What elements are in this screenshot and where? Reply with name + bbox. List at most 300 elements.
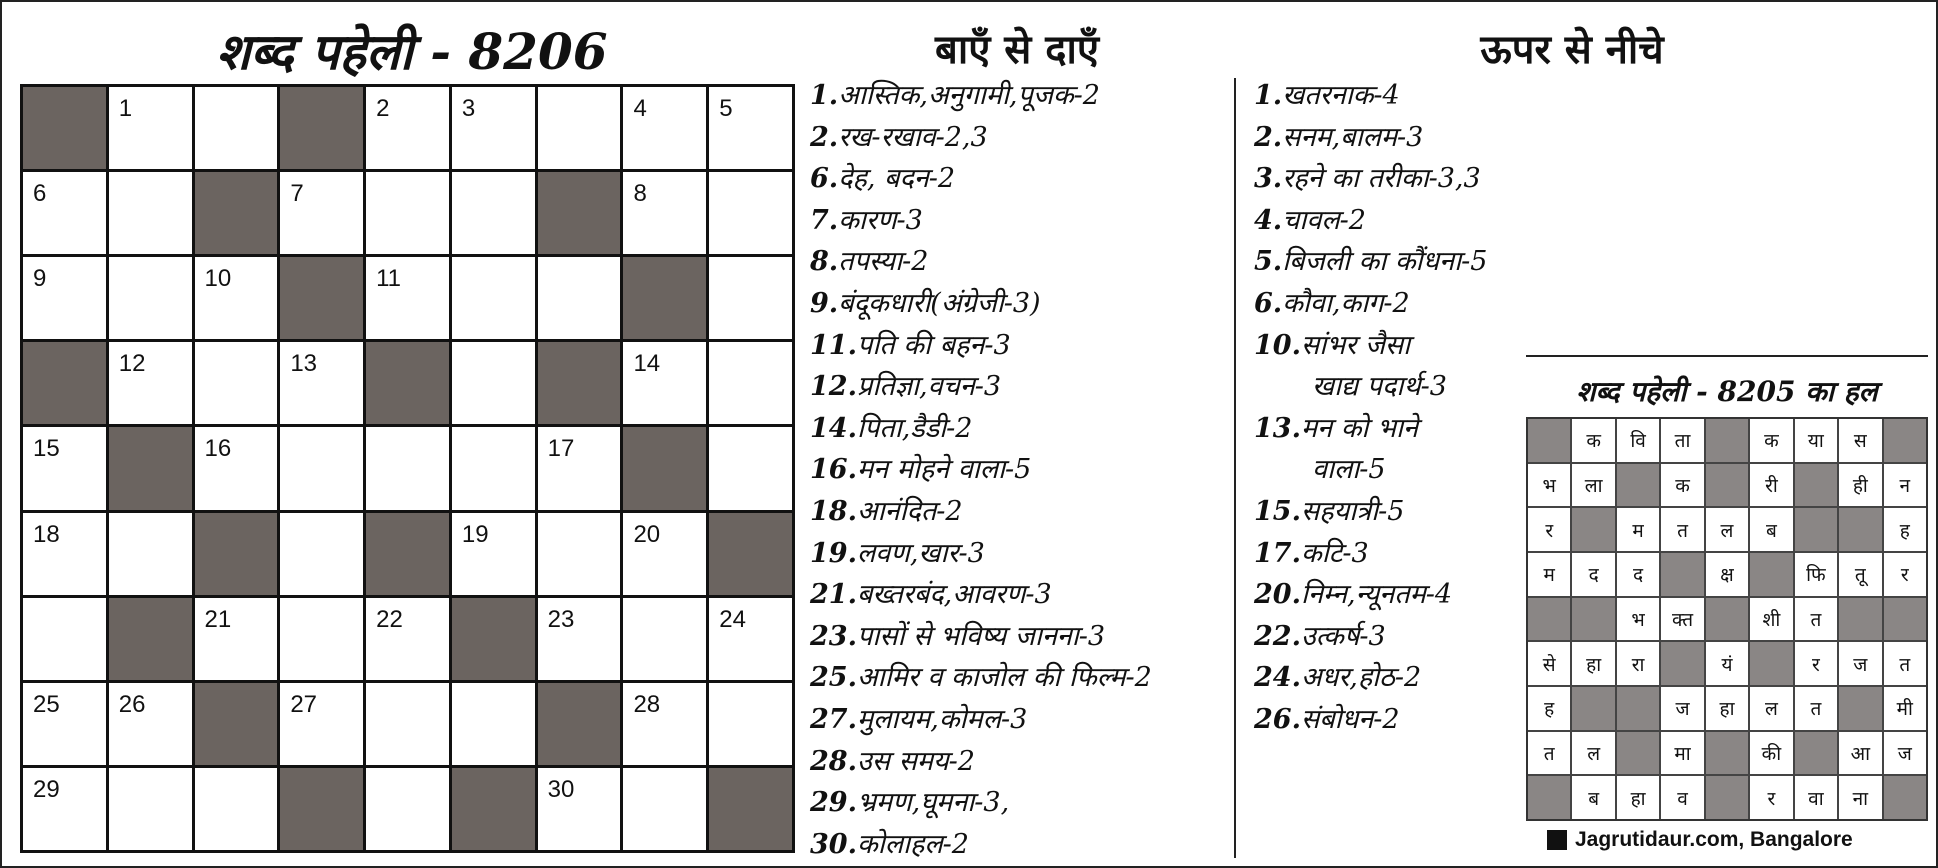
down-clue <box>1254 366 1487 408</box>
grid-cell[interactable] <box>452 87 535 169</box>
clue-number: 2 <box>376 95 390 122</box>
solution-cell: ना <box>1839 776 1881 819</box>
grid-cell-black <box>366 513 449 595</box>
grid-cell[interactable] <box>23 768 106 850</box>
clue-number: 29. <box>810 787 857 819</box>
solution-cell-black <box>1706 419 1748 462</box>
grid-cell[interactable] <box>109 683 192 765</box>
solution-cell-black <box>1706 732 1748 775</box>
solution-cell: ज <box>1884 732 1926 775</box>
clue-number: 8. <box>810 246 839 278</box>
solution-cell: ल <box>1572 732 1614 775</box>
grid-cell-black <box>109 427 192 509</box>
grid-cell[interactable] <box>709 172 792 254</box>
clue-number: 2. <box>810 121 839 153</box>
solution-cell: ज <box>1661 687 1703 730</box>
grid-cell[interactable] <box>709 257 792 339</box>
solution-cell: मा <box>1661 732 1703 775</box>
down-clue <box>1254 283 1487 325</box>
grid-cell[interactable] <box>109 768 192 850</box>
clue-number: 14 <box>633 350 661 378</box>
grid-cell[interactable] <box>195 342 278 424</box>
clue-text: कौवा,काग-2 <box>1282 287 1410 319</box>
across-clue <box>810 657 1152 699</box>
clue-number: 3 <box>461 95 476 122</box>
grid-cell-black <box>623 427 706 509</box>
clue-number: 13 <box>290 350 318 378</box>
crossword-grid <box>20 84 795 853</box>
clue-text: बिजली का कौंधना-5 <box>1282 246 1488 278</box>
grid-cell[interactable] <box>195 427 278 509</box>
solution-cell: भ <box>1528 464 1570 507</box>
grid-cell[interactable] <box>280 172 363 254</box>
clue-number: 9 <box>33 265 47 293</box>
grid-cell[interactable] <box>109 87 192 169</box>
clue-number: 26. <box>1254 703 1301 735</box>
grid-cell[interactable] <box>366 768 449 850</box>
clue-number: 17. <box>1254 537 1301 569</box>
clue-number: 4. <box>1254 204 1283 236</box>
across-clue <box>810 325 1152 367</box>
clue-number: 8 <box>633 180 647 208</box>
solution-cell: द <box>1617 553 1659 596</box>
clue-number: 26 <box>118 690 146 718</box>
solution-cell-black <box>1795 732 1837 775</box>
grid-cell[interactable] <box>709 342 792 424</box>
down-clue <box>1254 491 1487 533</box>
clue-number: 27 <box>290 690 318 718</box>
solution-cell-black <box>1572 508 1614 551</box>
solution-cell: त <box>1795 598 1837 641</box>
clue-number: 16 <box>204 435 232 463</box>
clue-number: 6. <box>1254 287 1283 319</box>
footer-text: Jagrutidaur.com, Bangalore <box>1575 828 1853 851</box>
clue-number: 17 <box>547 435 575 463</box>
grid-cell[interactable] <box>23 427 106 509</box>
column-divider <box>1234 78 1236 858</box>
clue-number: 18. <box>810 495 857 527</box>
solution-cell: र <box>1750 776 1792 819</box>
grid-cell[interactable] <box>452 257 535 339</box>
solution-cell: वि <box>1617 419 1659 462</box>
grid-cell-black <box>452 768 535 850</box>
grid-cell-black <box>195 683 278 765</box>
grid-cell-black <box>709 768 792 850</box>
solution-cell-black <box>1884 419 1926 462</box>
solution-cell: त <box>1661 508 1703 551</box>
across-clue <box>810 366 1152 408</box>
clue-number: 19. <box>810 537 857 569</box>
down-clue <box>1254 158 1487 200</box>
grid-cell[interactable] <box>709 87 792 169</box>
grid-cell[interactable] <box>366 598 449 680</box>
clue-number: 12. <box>810 371 857 403</box>
solution-cell: भ <box>1617 598 1659 641</box>
solution-cell: द <box>1572 553 1614 596</box>
solution-cell: र <box>1795 642 1837 685</box>
grid-cell[interactable] <box>366 172 449 254</box>
clue-number: 24 <box>719 605 746 633</box>
grid-cell[interactable] <box>366 427 449 509</box>
grid-cell[interactable] <box>109 513 192 595</box>
clue-number: 20 <box>633 520 661 548</box>
solution-cell-black <box>1528 776 1570 819</box>
solution-cell: आ <box>1839 732 1881 775</box>
solution-cell: ल <box>1706 508 1748 551</box>
grid-cell-black <box>538 683 621 765</box>
grid-cell-black <box>623 257 706 339</box>
clue-number: 29 <box>33 775 60 803</box>
solution-cell: क्ष <box>1706 553 1748 596</box>
across-clue <box>810 616 1152 658</box>
solution-cell: शी <box>1750 598 1792 641</box>
grid-cell[interactable] <box>280 683 363 765</box>
across-clue <box>810 283 1152 325</box>
clue-text: लवण,खार-3 <box>856 537 985 569</box>
grid-cell-black <box>280 768 363 850</box>
across-clue <box>810 782 1152 824</box>
grid-cell[interactable] <box>195 257 278 339</box>
across-clue <box>810 824 1152 866</box>
down-clue <box>1254 241 1487 283</box>
clue-text: कोलाहल-2 <box>856 828 969 860</box>
grid-cell[interactable] <box>623 768 706 850</box>
down-clue <box>1254 449 1487 491</box>
grid-cell-black <box>538 172 621 254</box>
down-clue <box>1254 616 1487 658</box>
clue-text: सांभर जैसा <box>1300 329 1411 361</box>
grid-cell[interactable] <box>538 427 621 509</box>
grid-cell[interactable] <box>366 683 449 765</box>
clue-number: 28 <box>633 690 661 718</box>
solution-cell-black <box>1795 464 1837 507</box>
solution-cell-black <box>1839 508 1881 551</box>
grid-cell[interactable] <box>23 598 106 680</box>
across-clue <box>810 75 1152 117</box>
down-clue <box>1254 325 1487 367</box>
grid-cell[interactable] <box>366 257 449 339</box>
solution-cell: व <box>1661 776 1703 819</box>
solution-cell: र <box>1884 553 1926 596</box>
grid-cell-black <box>366 342 449 424</box>
solution-cell: क्त <box>1661 598 1703 641</box>
grid-cell[interactable] <box>280 427 363 509</box>
grid-cell[interactable] <box>195 598 278 680</box>
clue-number: 16. <box>810 454 857 486</box>
solution-cell: ह <box>1528 687 1570 730</box>
solution-cell: ही <box>1839 464 1881 507</box>
clue-number: 5. <box>1254 246 1283 278</box>
across-clue <box>810 449 1152 491</box>
clue-text: तपस्या-2 <box>838 246 929 278</box>
grid-cell[interactable] <box>623 172 706 254</box>
clue-text: मन को भाने <box>1300 412 1418 444</box>
solution-cell-black <box>1750 642 1792 685</box>
black-square-icon <box>1547 830 1567 850</box>
clue-number: 1. <box>810 80 839 111</box>
across-clue <box>810 158 1152 200</box>
solution-cell: मी <box>1884 687 1926 730</box>
solution-cell: ह <box>1884 508 1926 551</box>
clue-text: आनंदित-2 <box>856 495 963 527</box>
across-clue <box>810 741 1152 783</box>
grid-cell[interactable] <box>195 768 278 850</box>
down-clue <box>1254 75 1487 117</box>
clue-number: 2. <box>1254 121 1283 153</box>
grid-cell[interactable] <box>195 87 278 169</box>
grid-cell[interactable] <box>452 342 535 424</box>
solution-cell-black <box>1617 732 1659 775</box>
grid-cell[interactable] <box>452 172 535 254</box>
solution-cell: से <box>1528 642 1570 685</box>
grid-cell[interactable] <box>709 683 792 765</box>
down-heading: ऊपर से नीचे <box>1480 26 1664 73</box>
clue-number: 27. <box>810 703 857 735</box>
clue-number: 11 <box>376 265 402 293</box>
solution-cell: ता <box>1661 419 1703 462</box>
grid-cell-black <box>195 513 278 595</box>
solution-cell: क <box>1572 419 1614 462</box>
clue-text: देह, बदन-2 <box>838 163 956 195</box>
clue-text: सनम,बालम-3 <box>1282 121 1424 153</box>
solution-cell: क <box>1661 464 1703 507</box>
grid-cell-black <box>195 172 278 254</box>
solution-cell: ला <box>1572 464 1614 507</box>
solution-cell-black <box>1661 553 1703 596</box>
down-clue <box>1254 533 1487 575</box>
grid-cell-black <box>538 342 621 424</box>
down-clue <box>1254 574 1487 616</box>
solution-cell: म <box>1617 508 1659 551</box>
grid-cell[interactable] <box>623 342 706 424</box>
clue-number: 5 <box>719 95 733 122</box>
solution-cell-black <box>1884 598 1926 641</box>
clue-number: 7 <box>290 180 304 208</box>
solution-cell-black <box>1839 598 1881 641</box>
solution-title: शब्द पहेली - 8205 का हल <box>1576 375 1878 408</box>
down-clue <box>1254 699 1487 741</box>
clue-number: 14. <box>810 412 857 444</box>
clue-text: पासों से भविष्य जानना-3 <box>856 620 1106 652</box>
solution-cell-black <box>1617 687 1659 730</box>
grid-cell-black <box>23 87 106 169</box>
grid-cell[interactable] <box>23 172 106 254</box>
grid-cell-black <box>452 598 535 680</box>
clue-number: 6. <box>810 163 839 195</box>
clue-number: 10 <box>204 265 232 293</box>
clue-number: 13. <box>1254 412 1301 444</box>
solution-cell-black <box>1617 464 1659 507</box>
grid-cell[interactable] <box>452 683 535 765</box>
grid-cell[interactable] <box>538 87 621 169</box>
across-clue <box>810 200 1152 242</box>
clue-number: 10. <box>1254 329 1301 361</box>
clue-text: पिता,डैडी-2 <box>856 412 973 444</box>
solution-cell: तू <box>1839 553 1881 596</box>
solution-cell: क <box>1750 419 1792 462</box>
grid-cell[interactable] <box>538 257 621 339</box>
puzzle-title: शब्द पहेली - 8206 <box>216 22 608 81</box>
across-clue <box>810 241 1152 283</box>
clue-number: 23 <box>547 605 575 633</box>
solution-cell-black <box>1706 598 1748 641</box>
clue-number: 9. <box>810 287 839 319</box>
clue-text: अधर,होठ-2 <box>1300 662 1422 694</box>
grid-cell[interactable] <box>538 513 621 595</box>
solution-cell: हा <box>1617 776 1659 819</box>
grid-cell[interactable] <box>366 87 449 169</box>
clue-text: पति की बहन-3 <box>856 329 1011 361</box>
clue-text: आमिर व काजोल की फिल्म-2 <box>856 662 1152 694</box>
grid-cell[interactable] <box>280 598 363 680</box>
grid-cell[interactable] <box>280 342 363 424</box>
solution-cell-black <box>1572 598 1614 641</box>
solution-cell-black <box>1839 687 1881 730</box>
solution-cell: वा <box>1795 776 1837 819</box>
solution-grid <box>1526 417 1928 821</box>
clue-text: मन मोहने वाला-5 <box>856 454 1032 486</box>
clue-text: उस समय-2 <box>856 745 975 777</box>
grid-cell[interactable] <box>23 513 106 595</box>
grid-cell[interactable] <box>623 683 706 765</box>
down-clue <box>1254 200 1487 242</box>
across-clue <box>810 533 1152 575</box>
solution-cell-black <box>1528 598 1570 641</box>
clue-text: भ्रमण,घूमना-3, <box>856 787 1010 819</box>
footer <box>1547 828 1853 852</box>
solution-cell: म <box>1528 553 1570 596</box>
solution-divider <box>1526 355 1928 357</box>
grid-cell-black <box>23 342 106 424</box>
clue-number: 21. <box>810 579 857 611</box>
clue-text: निम्न,न्यूनतम-4 <box>1300 579 1453 611</box>
clue-text: खतरनाक-4 <box>1282 80 1400 111</box>
clue-number: 7. <box>810 204 839 236</box>
grid-cell[interactable] <box>452 427 535 509</box>
clue-number: 30. <box>810 828 857 860</box>
clue-text: वाला-5 <box>1312 454 1386 486</box>
across-clue <box>810 574 1152 616</box>
solution-cell-black <box>1572 687 1614 730</box>
solution-cell: फि <box>1795 553 1837 596</box>
solution-cell: त <box>1795 687 1837 730</box>
solution-cell-black <box>1661 642 1703 685</box>
clue-number: 22. <box>1254 620 1301 652</box>
clue-number: 11. <box>810 329 857 361</box>
grid-cell[interactable] <box>623 513 706 595</box>
grid-cell-black <box>709 513 792 595</box>
solution-cell-black <box>1706 464 1748 507</box>
clue-number: 22 <box>376 605 403 633</box>
solution-cell: ब <box>1750 508 1792 551</box>
clue-number: 6 <box>33 180 47 208</box>
grid-cell[interactable] <box>538 598 621 680</box>
solution-cell-black <box>1706 776 1748 819</box>
clue-text: रख-रखाव-2,3 <box>838 121 988 153</box>
solution-cell: ब <box>1572 776 1614 819</box>
solution-cell: या <box>1795 419 1837 462</box>
clue-number: 15. <box>1254 495 1301 527</box>
clue-number: 30 <box>547 775 575 803</box>
clue-number: 23. <box>810 620 857 652</box>
clue-number: 18 <box>33 520 60 548</box>
grid-cell[interactable] <box>709 598 792 680</box>
grid-cell[interactable] <box>280 513 363 595</box>
clue-number: 1. <box>1254 80 1283 111</box>
clue-number: 15 <box>33 435 60 463</box>
down-clue <box>1254 117 1487 159</box>
solution-cell: स <box>1839 419 1881 462</box>
across-clue <box>810 117 1152 159</box>
down-clue <box>1254 657 1487 699</box>
across-clues <box>810 75 1152 865</box>
clue-number: 1 <box>118 95 133 122</box>
across-clue <box>810 408 1152 450</box>
solution-cell: री <box>1750 464 1792 507</box>
clue-number: 24. <box>1254 662 1301 694</box>
solution-cell-black <box>1528 419 1570 462</box>
solution-cell: यं <box>1706 642 1748 685</box>
clue-text: प्रतिज्ञा,वचन-3 <box>856 371 1002 403</box>
clue-number: 21 <box>204 605 232 633</box>
clue-number: 25. <box>810 662 857 694</box>
clue-text: सहयात्री-5 <box>1300 495 1405 527</box>
grid-cell[interactable] <box>452 513 535 595</box>
clue-text: खाद्य पदार्थ-3 <box>1312 371 1447 403</box>
grid-cell[interactable] <box>109 257 192 339</box>
down-clue <box>1254 408 1487 450</box>
clue-text: बंदूकधारी(अंग्रेजी-3) <box>838 287 1041 319</box>
grid-cell-black <box>280 87 363 169</box>
solution-cell: हा <box>1706 687 1748 730</box>
solution-cell-black <box>1795 508 1837 551</box>
grid-cell[interactable] <box>23 683 106 765</box>
grid-cell[interactable] <box>623 87 706 169</box>
grid-cell-black <box>280 257 363 339</box>
clue-text: कटि-3 <box>1300 537 1369 569</box>
solution-cell: ल <box>1750 687 1792 730</box>
solution-cell: र <box>1528 508 1570 551</box>
clue-text: आस्तिक,अनुगामी,पूजक-2 <box>838 80 1100 111</box>
clue-number: 28. <box>810 745 857 777</box>
across-heading: बाएँ से दाएँ <box>935 26 1099 73</box>
grid-cell-black <box>109 598 192 680</box>
across-clue <box>810 699 1152 741</box>
clue-text: संबोधन-2 <box>1300 703 1400 735</box>
clue-number: 12 <box>118 350 146 378</box>
clue-number: 19 <box>461 520 489 548</box>
clue-text: चावल-2 <box>1282 204 1366 236</box>
solution-cell: त <box>1528 732 1570 775</box>
grid-cell[interactable] <box>538 768 621 850</box>
clue-number: 25 <box>33 690 60 718</box>
grid-cell[interactable] <box>109 172 192 254</box>
clue-number: 3. <box>1254 163 1283 195</box>
clue-text: मुलायम,कोमल-3 <box>856 703 1028 735</box>
clue-number: 4 <box>633 95 647 122</box>
grid-cell[interactable] <box>623 598 706 680</box>
grid-cell[interactable] <box>23 257 106 339</box>
solution-cell: न <box>1884 464 1926 507</box>
clue-text: उत्कर्ष-3 <box>1300 620 1386 652</box>
grid-cell[interactable] <box>109 342 192 424</box>
solution-cell: हा <box>1572 642 1614 685</box>
clue-text: कारण-3 <box>838 204 923 236</box>
solution-cell-black <box>1884 776 1926 819</box>
grid-cell[interactable] <box>709 427 792 509</box>
clue-number: 20. <box>1254 579 1301 611</box>
solution-cell: रा <box>1617 642 1659 685</box>
